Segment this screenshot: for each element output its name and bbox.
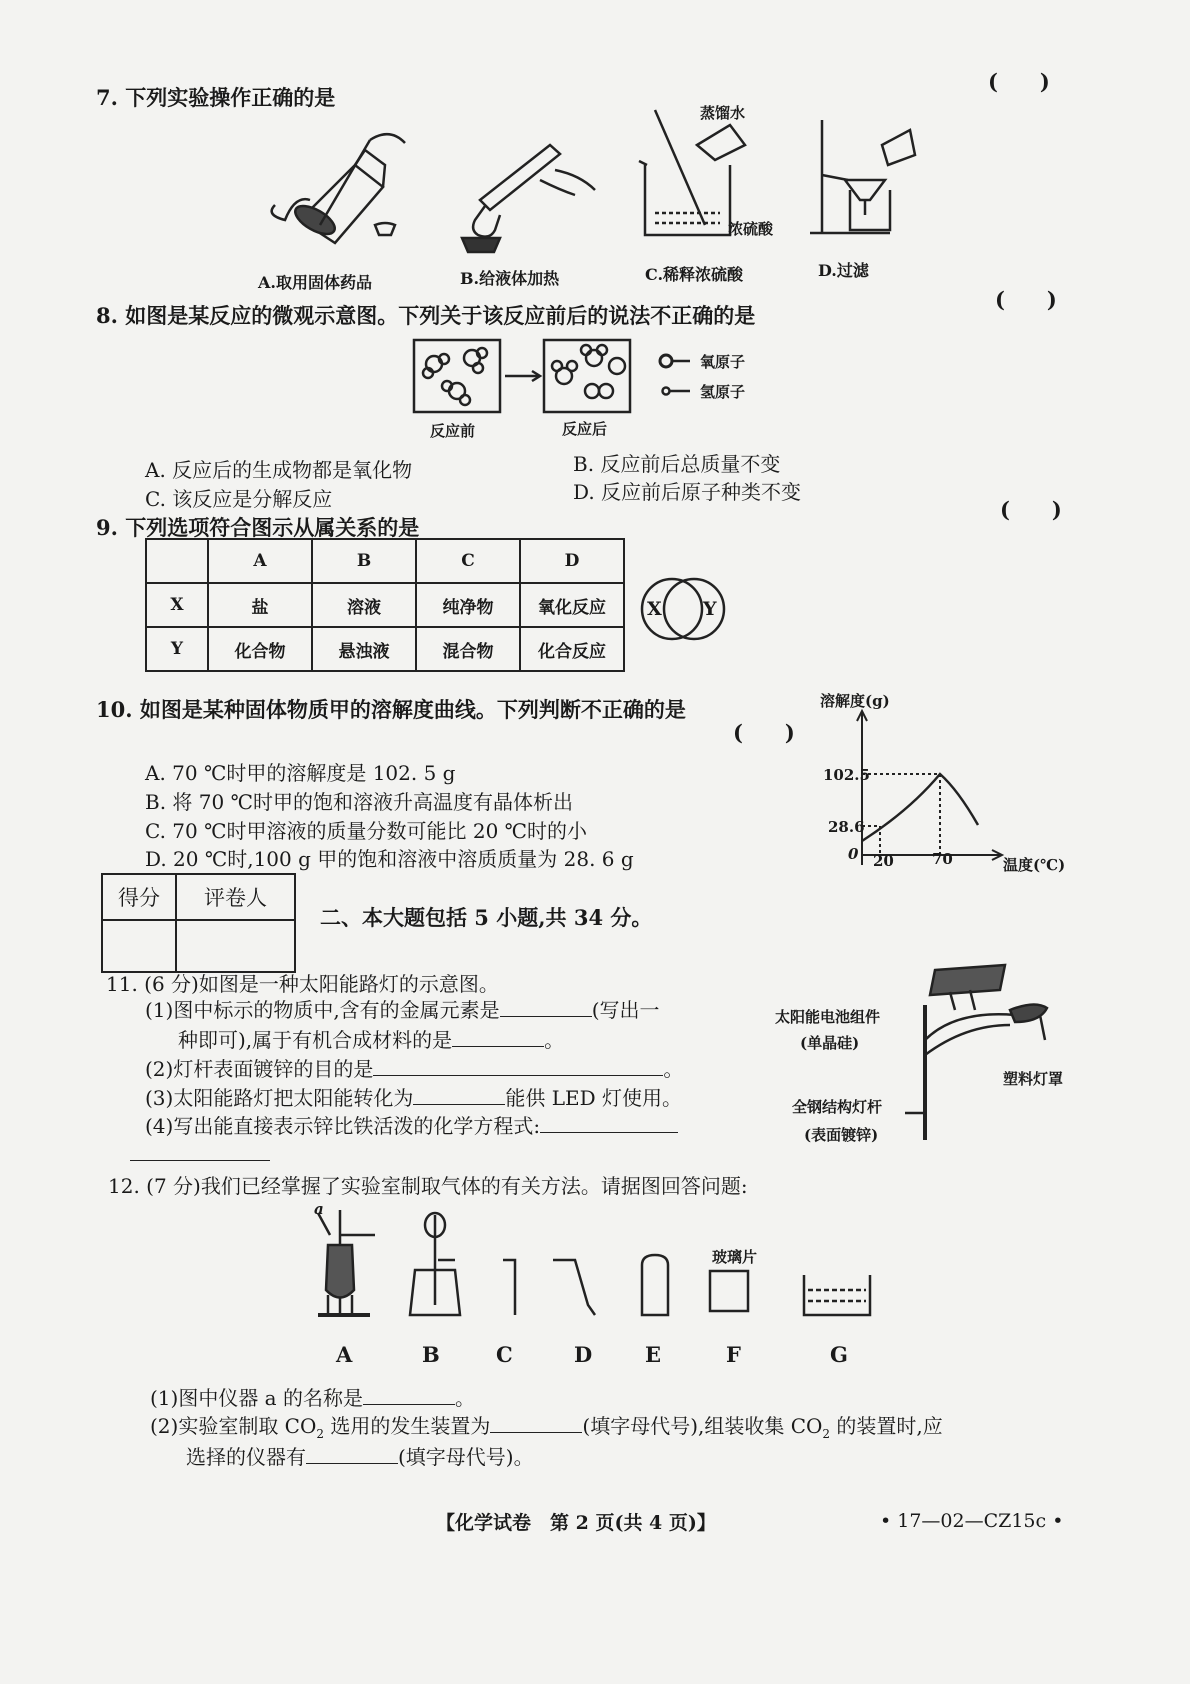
q8-micro-diagram bbox=[412, 336, 762, 421]
q9-venn-y: Y bbox=[703, 598, 717, 620]
q12-part-1 bbox=[150, 1382, 475, 1411]
q7-caption-c: C.稀释浓硫酸 bbox=[645, 265, 744, 284]
q10-graph-ylabel: 溶解度(g) bbox=[820, 692, 890, 710]
q12-p2c: (填字母代号),组装收集 CO bbox=[582, 1414, 823, 1438]
q11-line-1: 11. (6 分)如图是一种太阳能路灯的示意图。 bbox=[106, 972, 499, 996]
solubility-curve bbox=[862, 774, 978, 841]
q9-table bbox=[145, 538, 625, 672]
q12-letter-g: G bbox=[830, 1342, 848, 1367]
q9-cell: 悬浊液 bbox=[312, 627, 416, 671]
q11-l4a: (2)灯杆表面镀锌的目的是 bbox=[145, 1057, 374, 1081]
q7-label-water: 蒸馏水 bbox=[700, 104, 746, 122]
q11-label-shade: 塑料灯罩 bbox=[1003, 1070, 1064, 1088]
apparatus-e bbox=[642, 1255, 668, 1315]
apparatus-b bbox=[410, 1213, 460, 1315]
q12-letter-d: D bbox=[574, 1342, 593, 1367]
q7-caption-b: B.给液体加热 bbox=[460, 269, 560, 288]
q9-cell: 盐 bbox=[208, 583, 312, 627]
q11-blank-2[interactable] bbox=[452, 1028, 544, 1047]
q11-label-pole: 全钢结构灯杆 bbox=[792, 1098, 883, 1116]
q11-blank-1[interactable] bbox=[500, 998, 592, 1017]
q11-blank-5-continued[interactable] bbox=[130, 1160, 270, 1161]
q9-cell: 化合反应 bbox=[520, 627, 624, 671]
q9-cell: 氧化反应 bbox=[520, 583, 624, 627]
apparatus-g bbox=[804, 1275, 870, 1315]
q12-p3b: (填字母代号)。 bbox=[398, 1445, 534, 1469]
apparatus-d bbox=[553, 1260, 595, 1315]
q12-p1a: (1)图中仪器 a 的名称是 bbox=[150, 1386, 363, 1410]
q11-l2a: (1)图中标示的物质中,含有的金属元素是 bbox=[145, 998, 500, 1022]
q8-option-b: B. 反应前后总质量不变 bbox=[573, 452, 781, 476]
q11-line-2 bbox=[145, 994, 660, 1023]
q11-line-6 bbox=[145, 1110, 678, 1139]
q9-corner-cell bbox=[146, 539, 208, 583]
q12-letter-f: F bbox=[726, 1342, 741, 1367]
q11-label-pole-2: (表面镀锌) bbox=[804, 1126, 879, 1144]
q12-sub-1: 2 bbox=[316, 1427, 325, 1441]
footer-code: • 17—02—CZ15c • bbox=[880, 1510, 1064, 1532]
q12-p2a: (2)实验室制取 CO bbox=[150, 1414, 317, 1438]
q10-option-c: C. 70 ℃时甲溶液的质量分数可能比 20 ℃时的小 bbox=[145, 819, 588, 843]
q9-venn-x: X bbox=[647, 598, 662, 620]
apparatus-a bbox=[318, 1210, 375, 1315]
q12-label-glass: 玻璃片 bbox=[712, 1248, 758, 1266]
q9-cell: 混合物 bbox=[416, 627, 520, 671]
q12-letter-a: A bbox=[336, 1342, 353, 1367]
q12-part-2 bbox=[150, 1410, 943, 1441]
q10-solubility-graph bbox=[800, 705, 1040, 875]
q7-text: 7. 下列实验操作正确的是 bbox=[96, 85, 336, 110]
q10-xtick-70: 70 bbox=[932, 850, 953, 868]
q7-label-acid: 浓硫酸 bbox=[728, 220, 774, 238]
footer-page-info: 【化学试卷 第 2 页(共 4 页)】 bbox=[436, 1512, 716, 1534]
q12-blank-1[interactable] bbox=[363, 1386, 455, 1405]
q7-bracket: ( ) bbox=[988, 69, 1050, 94]
q7-caption-a: A.取用固体药品 bbox=[258, 273, 372, 292]
score-box bbox=[101, 873, 296, 973]
q12-p3a: 选择的仪器有 bbox=[186, 1445, 306, 1469]
q9-bracket: ( ) bbox=[1000, 497, 1062, 522]
q10-text: 10. 如图是某种固体物质甲的溶解度曲线。下列判断不正确的是 bbox=[96, 697, 686, 722]
q11-line-4 bbox=[145, 1053, 683, 1082]
q10-option-d: D. 20 ℃时,100 g 甲的饱和溶液中溶质质量为 28. 6 g bbox=[145, 847, 634, 871]
score-label: 得分 bbox=[102, 874, 176, 920]
q11-l6: (4)写出能直接表示锌比铁活泼的化学方程式: bbox=[145, 1114, 541, 1138]
q9-header-d: D bbox=[520, 539, 624, 583]
q7-illustration-a bbox=[255, 125, 415, 255]
q12-blank-2[interactable] bbox=[490, 1414, 582, 1433]
q11-l3b: 。 bbox=[544, 1028, 565, 1052]
q12-letter-b: B bbox=[422, 1342, 440, 1367]
q11-line-3 bbox=[178, 1024, 564, 1053]
q10-ytick-28: 28.6 bbox=[828, 818, 865, 836]
q11-blank-5[interactable] bbox=[540, 1114, 678, 1133]
q12-p2b: 选用的发生装置为 bbox=[324, 1414, 491, 1438]
q9-cell: 溶液 bbox=[312, 583, 416, 627]
q10-bracket: ( ) bbox=[733, 720, 795, 745]
q8-legend-o: 氧原子 bbox=[700, 353, 746, 371]
q11-line-5 bbox=[145, 1082, 682, 1111]
q7-illustration-d bbox=[810, 115, 915, 240]
q8-option-c: C. 该反应是分解反应 bbox=[145, 487, 333, 511]
q9-row-label: Y bbox=[146, 627, 208, 671]
q10-xtick-20: 20 bbox=[873, 852, 894, 870]
q12-p1b: 。 bbox=[454, 1386, 475, 1410]
q12-part-3 bbox=[186, 1441, 534, 1470]
q12-p2d: 的装置时,应 bbox=[830, 1414, 943, 1438]
q9-text: 9. 下列选项符合图示从属关系的是 bbox=[96, 515, 420, 540]
q12-letter-c: C bbox=[496, 1342, 513, 1367]
q12-text: 12. (7 分)我们已经掌握了实验室制取气体的有关方法。请据图回答问题: bbox=[108, 1174, 748, 1198]
score-cell bbox=[102, 920, 176, 972]
q11-label-panel-2: (单晶硅) bbox=[800, 1034, 860, 1052]
q10-option-b: B. 将 70 ℃时甲的饱和溶液升高温度有晶体析出 bbox=[145, 790, 573, 814]
q8-legend-h: 氢原子 bbox=[700, 383, 746, 401]
q7-illustration-b bbox=[460, 140, 610, 250]
q9-header-b: B bbox=[312, 539, 416, 583]
q10-graph-xlabel: 温度(℃) bbox=[1003, 856, 1066, 874]
grader-cell bbox=[176, 920, 295, 972]
q8-option-a: A. 反应后的生成物都是氧化物 bbox=[145, 458, 413, 482]
q11-blank-4[interactable] bbox=[413, 1086, 505, 1105]
q11-street-lamp-illustration bbox=[895, 960, 1085, 1145]
q12-blank-3[interactable] bbox=[306, 1445, 398, 1464]
q11-l3a: 种即可),属于有机合成材料的是 bbox=[178, 1028, 453, 1052]
q10-option-a: A. 70 ℃时甲的溶解度是 102. 5 g bbox=[145, 761, 456, 785]
q11-label-panel: 太阳能电池组件 bbox=[775, 1008, 881, 1026]
q8-option-d: D. 反应前后原子种类不变 bbox=[573, 480, 802, 504]
q10-ytick-102: 102.5 bbox=[823, 766, 870, 784]
q8-bracket: ( ) bbox=[995, 287, 1057, 312]
apparatus-c bbox=[503, 1260, 515, 1315]
q11-blank-3[interactable] bbox=[373, 1057, 663, 1076]
q12-letter-e: E bbox=[645, 1342, 662, 1367]
q7-caption-d: D.过滤 bbox=[818, 261, 869, 280]
q12-apparatus-row bbox=[310, 1205, 890, 1320]
section-2-heading: 二、本大题包括 5 小题,共 34 分。 bbox=[320, 905, 653, 930]
q11-l5a: (3)太阳能路灯把太阳能转化为 bbox=[145, 1086, 414, 1110]
q9-header-c: C bbox=[416, 539, 520, 583]
q11-l5b: 能供 LED 灯使用。 bbox=[505, 1086, 682, 1110]
q11-l2b: (写出一 bbox=[591, 998, 660, 1022]
q11-l4b: 。 bbox=[663, 1057, 684, 1081]
q8-label-before: 反应前 bbox=[430, 422, 476, 440]
q12-sub-2: 2 bbox=[822, 1427, 831, 1441]
q9-cell: 纯净物 bbox=[416, 583, 520, 627]
grader-label: 评卷人 bbox=[176, 874, 295, 920]
apparatus-f bbox=[710, 1271, 748, 1311]
q12-label-a: a bbox=[314, 1200, 324, 1218]
q9-row-label: X bbox=[146, 583, 208, 627]
q9-header-a: A bbox=[208, 539, 312, 583]
q9-cell: 化合物 bbox=[208, 627, 312, 671]
q10-origin: 0 bbox=[848, 845, 859, 863]
q8-label-after: 反应后 bbox=[562, 420, 608, 438]
q8-text: 8. 如图是某反应的微观示意图。下列关于该反应前后的说法不正确的是 bbox=[96, 303, 756, 328]
